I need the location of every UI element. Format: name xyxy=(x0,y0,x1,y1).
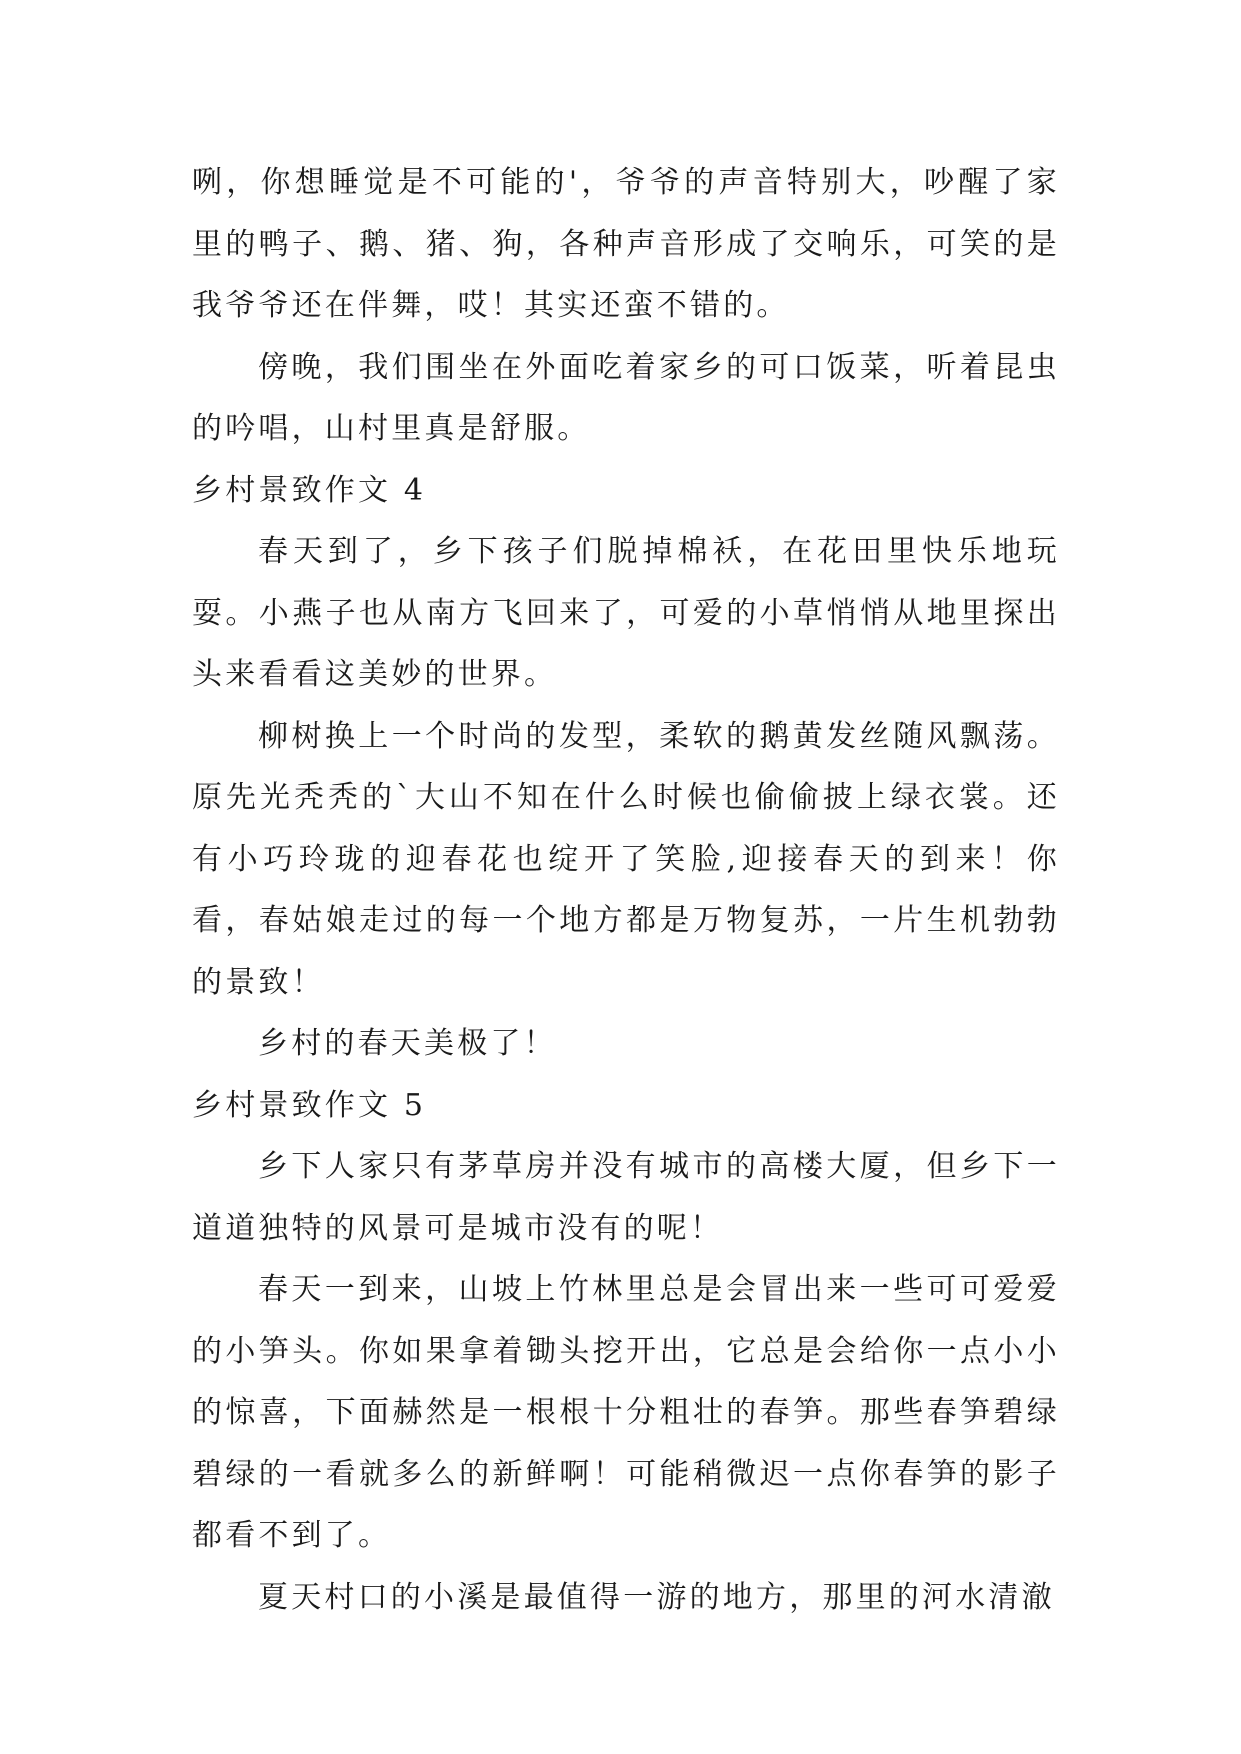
paragraph: 夏天村口的小溪是最值得一游的地方，那里的河水清澈 xyxy=(258,1579,1055,1615)
section-heading: 乡村景致作文 4 xyxy=(192,472,427,508)
document-body xyxy=(192,152,1060,1628)
paragraph: 柳树换上一个时尚的发型，柔软的鹅黄发丝随风飘荡。原先光秃秃的`大山不知在什么时候也偷偷披上绿衣裳。还有小巧玲珑的迎春花也绽开了笑脸,迎接春天的到来！你看，春姑娘走过的每一个地方都是万物复苏，一片生机勃勃的景致！ xyxy=(192,718,1060,1000)
paragraph: 傍晚，我们围坐在外面吃着家乡的可口饭菜，听着昆虫的吟唱，山村里真是舒服。 xyxy=(192,349,1060,446)
paragraph: 乡村的春天美极了！ xyxy=(258,1026,557,1061)
paragraph: 乡下人家只有茅草房并没有城市的高楼大厦，但乡下一道道独特的风景可是城市没有的呢！ xyxy=(192,1149,1060,1246)
section-heading: 乡村景致作文 5 xyxy=(192,1087,427,1123)
paragraph: 咧，你想睡觉是不可能的'，爷爷的声音特别大，吵醒了家里的鸭子、鹅、猪、狗，各种声音形成了交响乐，可笑的是我爷爷还在伴舞，哎！其实还蛮不错的。 xyxy=(192,165,1060,323)
paragraph: 春天一到来，山坡上竹林里总是会冒出来一些可可爱爱的小笋头。你如果拿着锄头挖开出，它总是会给你一点小小的惊喜，下面赫然是一根根十分粗壮的春笋。那些春笋碧绿碧绿的一看就多么的新鲜啊！可能稍微迟一点你春笋的影子都看不到了。 xyxy=(192,1272,1060,1553)
paragraph: 春天到了，乡下孩子们脱掉棉袄，在花田里快乐地玩耍。小燕子也从南方飞回来了，可爱的小草悄悄从地里探出头来看看这美妙的世界。 xyxy=(192,534,1060,692)
